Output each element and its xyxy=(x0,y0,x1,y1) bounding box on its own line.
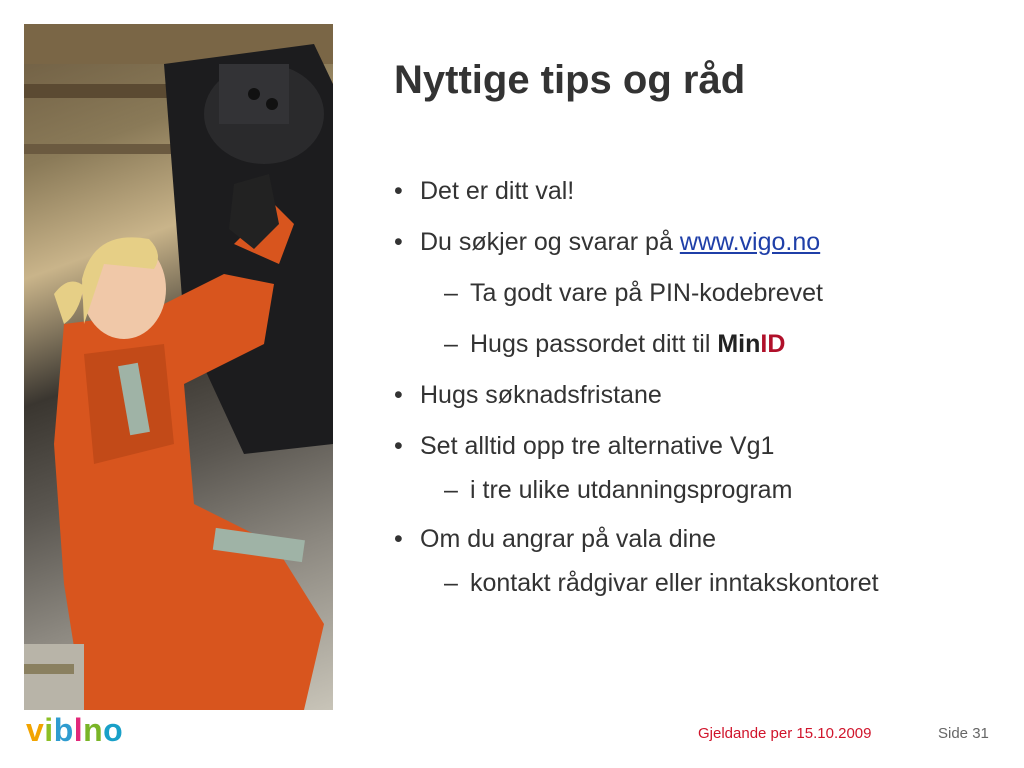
bullet-item xyxy=(394,431,774,461)
logo-letter: i xyxy=(44,712,54,748)
bullet-text: Det er ditt val! xyxy=(420,177,575,205)
bullet-text: Om du angrar på vala dine xyxy=(420,525,717,553)
bullet-marker: • xyxy=(394,525,403,553)
worker-photo xyxy=(24,24,333,710)
bullet-item xyxy=(394,227,820,257)
sub-bullet-text: i tre ulike utdanningsprogram xyxy=(470,476,793,504)
sub-bullet-item xyxy=(444,329,785,359)
sub-bullet-item xyxy=(444,568,879,598)
logo-letter: l xyxy=(73,712,84,748)
sub-bullet-marker: – xyxy=(444,279,458,307)
sub-bullet-item xyxy=(444,278,823,308)
sub-bullet-marker: – xyxy=(444,569,458,597)
bullet-item xyxy=(394,176,574,206)
logo-letter: o xyxy=(103,712,124,748)
bullet-text: Hugs søknadsfristane xyxy=(420,381,662,409)
bullet-item xyxy=(394,380,662,410)
sub-bullet-marker: – xyxy=(444,476,458,504)
vigo-link[interactable]: www.vigo.no xyxy=(679,228,821,256)
photo-illustration xyxy=(24,24,333,710)
minid-min: Min xyxy=(717,330,761,358)
sub-bullet-marker: – xyxy=(444,330,458,358)
page-title: Nyttige tips og råd xyxy=(394,58,746,102)
bullet-marker: • xyxy=(394,177,403,205)
minid-id: ID xyxy=(760,330,786,358)
bullet-marker: • xyxy=(394,381,403,409)
bullet-marker: • xyxy=(394,228,403,256)
logo-letter: b xyxy=(53,712,74,748)
sub-bullet-item xyxy=(444,475,792,505)
sub-bullet-text: Hugs passordet ditt til xyxy=(470,330,718,358)
sub-bullet-text: Ta godt vare på PIN-kodebrevet xyxy=(470,279,823,307)
logo-letter: v xyxy=(26,712,45,748)
viblino-logo xyxy=(26,712,123,749)
bullet-marker: • xyxy=(394,432,403,460)
bullet-text: Du søkjer og svarar på xyxy=(420,228,680,256)
logo-letter: n xyxy=(83,712,104,748)
sub-bullet-text: kontakt rådgivar eller inntakskontoret xyxy=(470,569,879,597)
footer-date: Gjeldande per 15.10.2009 xyxy=(698,725,872,742)
page-number: Side 31 xyxy=(938,725,989,742)
bullet-item xyxy=(394,524,716,554)
bullet-text: Set alltid opp tre alternative Vg1 xyxy=(420,432,775,460)
